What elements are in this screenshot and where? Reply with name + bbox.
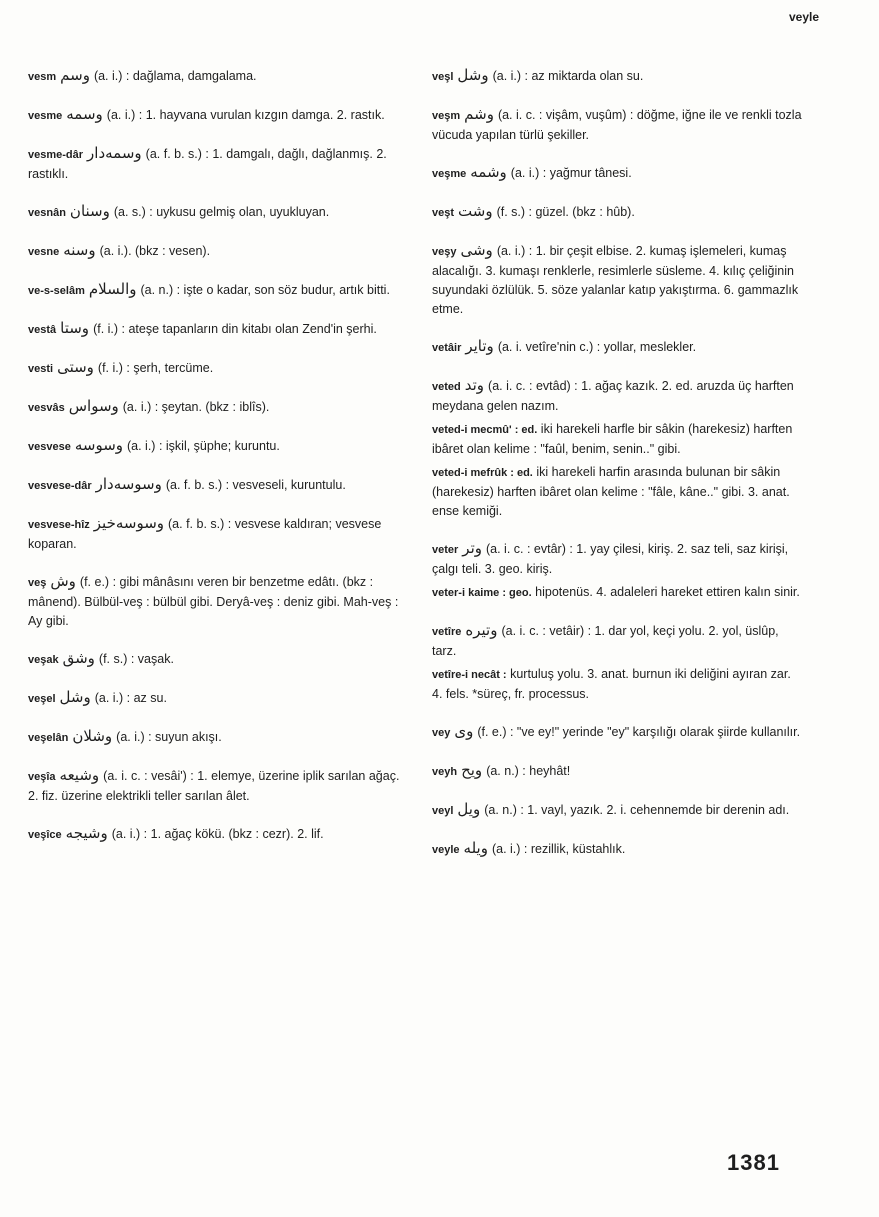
dictionary-entry bbox=[432, 761, 804, 782]
arabic-script: وشل bbox=[59, 688, 91, 706]
arabic-script: وسوسه bbox=[74, 436, 123, 454]
arabic-script: وشق bbox=[62, 649, 95, 667]
headword: veted bbox=[432, 381, 461, 393]
dictionary-entry bbox=[28, 319, 404, 340]
dictionary-entry bbox=[432, 376, 804, 416]
headword: vesti bbox=[28, 363, 54, 375]
headword: veyle bbox=[432, 844, 460, 856]
arabic-script: وسواس bbox=[68, 397, 119, 415]
definition: (a. i.) : 1. bir çeşit elbise. 2. kumaş işlemeleri, kumaş alacalığı. 3. kumaşı renklerle, resimlerle süsleme. 4. kılıç çeliğinin suyundaki özlülük. 5. söze yalanlar katıp yakıştırma. 6. gammazlık etme. bbox=[432, 244, 799, 316]
arabic-script: وشيعه bbox=[59, 766, 100, 784]
definition: (a. i.) : 1. hayvana vurulan kızgın damga. 2. rastık. bbox=[106, 108, 385, 122]
arabic-script: وشمه bbox=[470, 163, 507, 181]
headword: vesvese-hîz bbox=[28, 519, 90, 531]
headword: veşt bbox=[432, 207, 455, 219]
headword: vesnân bbox=[28, 207, 66, 219]
dictionary-entry bbox=[432, 800, 804, 821]
definition: (a. n.) : heyhât! bbox=[486, 764, 571, 778]
headword: vetâir bbox=[432, 342, 462, 354]
headword: veter bbox=[432, 544, 459, 556]
definition: (a. i.) : yağmur tânesi. bbox=[510, 166, 632, 180]
definition: iki harekeli harfin arasında bulunan bir sâkin (harekesiz) harften ibâret olan kelime : "fâle, kâne.." gibi. 3. anat. ense kemiği. bbox=[432, 465, 790, 518]
arabic-script: ويح bbox=[461, 761, 483, 779]
definition: (a. f. b. s.) : vesveseli, kuruntulu. bbox=[165, 478, 346, 492]
dictionary-entry bbox=[28, 280, 404, 301]
dictionary-entry bbox=[28, 436, 404, 457]
definition: (a. s.) : uykusu gelmiş olan, uyukluyan. bbox=[113, 205, 330, 219]
definition: hipotenüs. 4. adaleleri hareket ettiren kalın sinir. bbox=[535, 585, 800, 599]
arabic-script: وش bbox=[50, 572, 76, 590]
dictionary-entry bbox=[28, 514, 404, 554]
dictionary-entry bbox=[28, 572, 404, 631]
dictionary-entry bbox=[28, 766, 404, 806]
arabic-script: وسوسه‌دار bbox=[95, 475, 162, 493]
dictionary-entry bbox=[432, 722, 804, 743]
arabic-script: وستا bbox=[60, 319, 90, 337]
definition: (a. n.) : 1. vayl, yazık. 2. i. cehennemde bir derenin adı. bbox=[484, 803, 790, 817]
headword: vesvese bbox=[28, 441, 71, 453]
headword: veyh bbox=[432, 766, 458, 778]
headword: veşy bbox=[432, 246, 457, 258]
definition: kurtuluş yolu. 3. anat. burnun iki deliğini ayıran zar. 4. fels. *süreç, fr. processus. bbox=[432, 667, 791, 701]
definition: (a. i.) : az su. bbox=[94, 691, 167, 705]
headword: vesme bbox=[28, 110, 63, 122]
dictionary-entry bbox=[432, 241, 804, 319]
arabic-script: وشى bbox=[460, 241, 493, 259]
running-head: veyle bbox=[788, 10, 819, 24]
arabic-script: وشل bbox=[457, 66, 489, 84]
headword: veşîa bbox=[28, 771, 56, 783]
definition: (a. i.) : dağlama, damgalama. bbox=[93, 69, 257, 83]
headword: veyl bbox=[432, 805, 454, 817]
arabic-script: وشلان bbox=[72, 727, 113, 745]
headword: veted-i mefrûk : ed. bbox=[432, 467, 533, 479]
dictionary-entry bbox=[432, 839, 804, 860]
definition: (a. i.) : şeytan. (bkz : iblîs). bbox=[122, 400, 270, 414]
headword: vesm bbox=[28, 71, 57, 83]
headword: vesme-dâr bbox=[28, 149, 84, 161]
dictionary-entry bbox=[432, 202, 804, 223]
arabic-script: وسم bbox=[60, 66, 90, 84]
arabic-script: ويله bbox=[463, 839, 488, 857]
dictionary-entry bbox=[28, 144, 404, 184]
headword: veş bbox=[28, 577, 47, 589]
definition: (a. i. c. : evtâd) : 1. ağaç kazık. 2. ed. aruzda üç harften meydana gelen nazım. bbox=[432, 379, 794, 413]
headword: vetîre bbox=[432, 626, 462, 638]
headword: veşme bbox=[432, 168, 467, 180]
dictionary-entry bbox=[28, 688, 404, 709]
definition: (a. i.) : 1. ağaç kökü. (bkz : cezr). 2. lif. bbox=[111, 827, 324, 841]
definition: (a. i. c. : vetâir) : 1. dar yol, keçi yolu. 2. yol, üslûp, tarz. bbox=[432, 624, 779, 658]
definition: (a. i.) : işkil, şüphe; kuruntu. bbox=[127, 439, 280, 453]
dictionary-entry bbox=[432, 621, 804, 661]
dictionary-entry bbox=[432, 539, 804, 579]
definition: (f. e.) : "ve ey!" yerinde "ey" karşılığı olarak şiirde kullanılır. bbox=[477, 725, 801, 739]
definition: (a. i. c. : vesâi') : 1. elemye, üzerine iplik sarılan ağaç. 2. fiz. üzerine elektrikli teller sarılan âlet. bbox=[28, 769, 400, 803]
dictionary-entry bbox=[28, 397, 404, 418]
definition: (a. i.) : az miktarda olan su. bbox=[492, 69, 644, 83]
dictionary-subentry bbox=[432, 583, 804, 603]
headword: veted-i mecmû' : ed. bbox=[432, 424, 538, 436]
dictionary-entry bbox=[432, 66, 804, 87]
headword: ve-s-selâm bbox=[28, 285, 85, 297]
dictionary-entry bbox=[28, 649, 404, 670]
arabic-script: وستى bbox=[57, 358, 94, 376]
dictionary-entry bbox=[432, 105, 804, 145]
definition: (f. e.) : gibi mânâsını veren bir benzetme edâtı. (bkz : mânend). Bülbül-veş : bülbül gibi. Deryâ-veş : deniz gibi. Mah-veş : Ay gibi. bbox=[28, 575, 399, 628]
headword: vesvese-dâr bbox=[28, 480, 92, 492]
headword: veşm bbox=[432, 110, 461, 122]
dictionary-subentry bbox=[432, 463, 804, 521]
arabic-script: وشيجه bbox=[65, 824, 108, 842]
headword: veter-i kaime : geo. bbox=[432, 587, 532, 599]
dictionary-entry bbox=[28, 475, 404, 496]
headword: vetîre-i necât : bbox=[432, 669, 507, 681]
arabic-script: وسوسه‌خيز bbox=[93, 514, 165, 532]
headword: vey bbox=[432, 727, 451, 739]
arabic-script: وسمه‌دار bbox=[87, 144, 142, 162]
arabic-script: وتد bbox=[464, 376, 485, 394]
dictionary-subentry bbox=[432, 420, 804, 459]
headword: veşîce bbox=[28, 829, 62, 841]
dictionary-subentry bbox=[432, 665, 804, 704]
arabic-script: وتاير bbox=[465, 337, 494, 355]
definition: (a. f. b. s.) : 1. damgalı, dağlı, dağlanmış. 2. rastıklı. bbox=[28, 147, 387, 181]
headword: vesvâs bbox=[28, 402, 65, 414]
definition: (a. i. c. : evtâr) : 1. yay çilesi, kiriş. 2. saz teli, saz kirişi, çalgı teli. 3. geo. kiriş. bbox=[432, 542, 789, 576]
definition: (f. i.) : şerh, tercüme. bbox=[97, 361, 214, 375]
left-column bbox=[28, 60, 404, 845]
arabic-script: وسمه bbox=[66, 105, 103, 123]
definition: (a. i. c. : vişâm, vuşûm) : döğme, iğne ile ve renkli tozla vücuda yapılan türlü şekiller. bbox=[432, 108, 802, 142]
arabic-script: وسنه bbox=[63, 241, 96, 259]
definition: (f. s.) : vaşak. bbox=[98, 652, 174, 666]
dictionary-entry bbox=[28, 358, 404, 379]
definition: (a. i. vetîre'nin c.) : yollar, meslekler. bbox=[497, 340, 697, 354]
dictionary-entry bbox=[28, 824, 404, 845]
headword: veşl bbox=[432, 71, 454, 83]
headword: veşelân bbox=[28, 732, 69, 744]
right-column bbox=[432, 60, 804, 860]
arabic-script: وتيره bbox=[465, 621, 498, 639]
headword: vestâ bbox=[28, 324, 57, 336]
headword: veşel bbox=[28, 693, 56, 705]
definition: (a. f. b. s.) : vesvese kaldıran; vesvese koparan. bbox=[28, 517, 382, 551]
arabic-script: والسلام bbox=[88, 280, 137, 298]
dictionary-entry bbox=[28, 202, 404, 223]
definition: iki harekeli harfle bir sâkin (harekesiz) harften ibâret olan kelime : "faûl, benim, senin.." gibi. bbox=[432, 422, 793, 456]
dictionary-entry bbox=[28, 105, 404, 126]
headword: vesne bbox=[28, 246, 60, 258]
arabic-script: وشم bbox=[464, 105, 494, 123]
definition: (a. i.). (bkz : vesen). bbox=[99, 244, 211, 258]
arabic-script: وى bbox=[454, 722, 474, 740]
arabic-script: وسنان bbox=[69, 202, 110, 220]
dictionary-entry bbox=[28, 66, 404, 87]
arabic-script: وتر bbox=[462, 539, 482, 557]
dictionary-entry bbox=[432, 337, 804, 358]
definition: (a. i.) : suyun akışı. bbox=[116, 730, 222, 744]
definition: (a. i.) : rezillik, küstahlık. bbox=[491, 842, 626, 856]
dictionary-entry bbox=[28, 241, 404, 262]
dictionary-entry bbox=[28, 727, 404, 748]
dictionary-entry bbox=[432, 163, 804, 184]
headword: veşak bbox=[28, 654, 59, 666]
arabic-script: وشت bbox=[458, 202, 493, 220]
definition: (f. s.) : güzel. (bkz : hûb). bbox=[496, 205, 635, 219]
page-number: 1381 bbox=[727, 1150, 780, 1175]
definition: (a. n.) : işte o kadar, son söz budur, artık bitti. bbox=[140, 283, 390, 297]
arabic-script: ويل bbox=[457, 800, 481, 818]
definition: (f. i.) : ateşe tapanların din kitabı olan Zend'in şerhi. bbox=[93, 322, 377, 336]
